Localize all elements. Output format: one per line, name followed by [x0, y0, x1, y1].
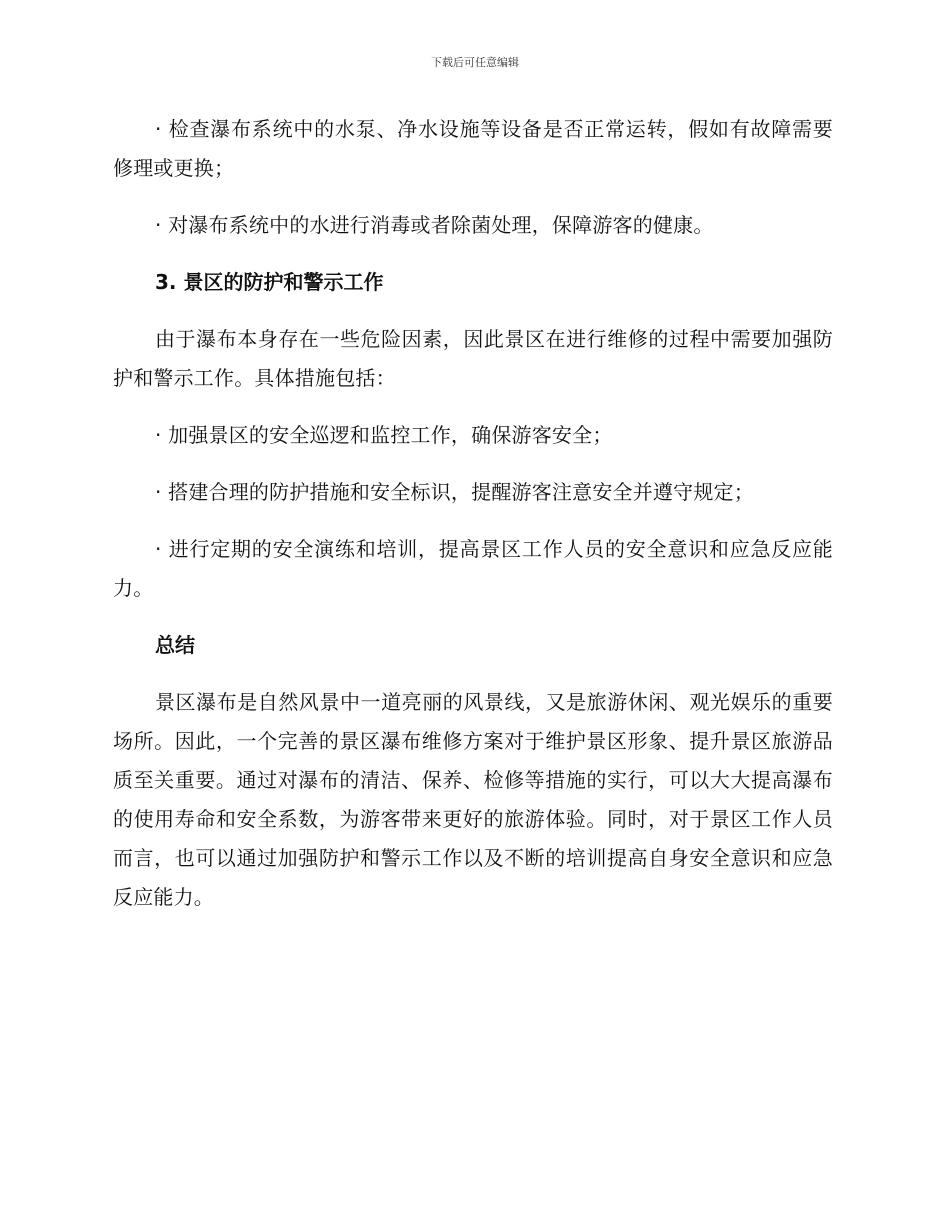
- protection-intro: 由于瀑布本身存在一些危险因素，因此景区在进行维修的过程中需要加强防护和警示工作。具体措施包括：: [113, 327, 833, 390]
- section-heading-summary: 总结: [155, 633, 195, 657]
- bullet-patrol: · 加强景区的安全巡逻和监控工作，确保游客安全；: [155, 423, 613, 447]
- section-heading-protection: 3. 景区的防护和警示工作: [155, 270, 384, 294]
- bullet-disinfect-water: · 对瀑布系统中的水进行消毒或者除菌处理，保障游客的健康。: [155, 213, 714, 237]
- bullet-training: · 进行定期的安全演练和培训，提高景区工作人员的安全意识和应急反应能力。: [113, 537, 833, 600]
- bullet-signage: · 搭建合理的防护措施和安全标识，提醒游客注意安全并遵守规定；: [155, 480, 754, 504]
- page-header: 下载后可任意编辑: [431, 56, 519, 69]
- document-body: [113, 110, 833, 935]
- bullet-check-equipment: · 检查瀑布系统中的水泵、净水设施等设备是否正常运转，假如有故障需要修理或更换；: [113, 117, 833, 180]
- summary-paragraph: 景区瀑布是自然风景中一道亮丽的风景线，又是旅游休闲、观光娱乐的重要场所。因此，一个完善的景区瀑布维修方案对于维护景区形象、提升景区旅游品质至关重要。通过对瀑布的清洁、保养、检修等措施的实行，可以大大提高瀑布的使用寿命和安全系数，为游客带来更好的旅游体验。同时，对于景区工作人员而言，也可以通过加强防护和警示工作以及不断的培训提高自身安全意识和应急反应能力。: [113, 690, 833, 909]
